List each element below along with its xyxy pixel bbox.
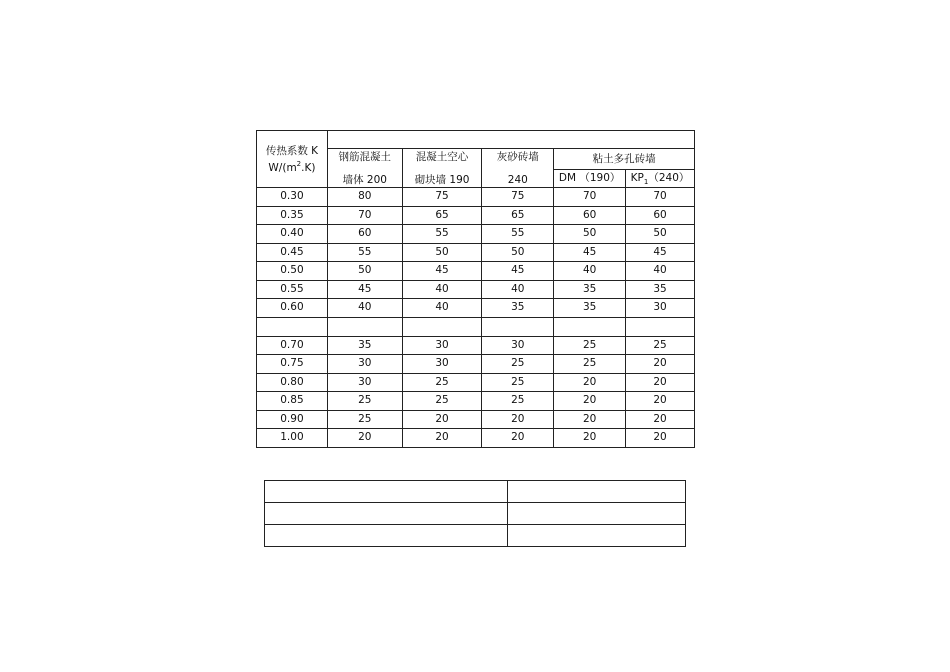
k-value-cell: 0.75 bbox=[257, 355, 328, 374]
value-cell: 25 bbox=[327, 392, 402, 411]
table-row bbox=[257, 243, 695, 262]
k-label-line1: 传热系数 K bbox=[265, 145, 319, 157]
k-value-cell: 1.00 bbox=[257, 429, 328, 448]
value-cell: 20 bbox=[482, 429, 554, 448]
value-cell: 25 bbox=[482, 373, 554, 392]
table-row bbox=[257, 280, 695, 299]
empty-row bbox=[265, 525, 686, 547]
value-cell: 70 bbox=[327, 206, 402, 225]
empty-cell bbox=[508, 481, 686, 503]
k-value-cell: 0.60 bbox=[257, 299, 328, 318]
value-cell: 45 bbox=[626, 243, 695, 262]
k-value-cell: 0.45 bbox=[257, 243, 328, 262]
header-reinforced-concrete: 钢筋混凝土 墙体 200 bbox=[327, 149, 402, 188]
k-value-cell: 0.55 bbox=[257, 280, 328, 299]
value-cell: 80 bbox=[327, 188, 402, 207]
value-cell: 25 bbox=[482, 392, 554, 411]
value-cell: 30 bbox=[482, 336, 554, 355]
header-porous-clay-brick: 粘土多孔砖墙 bbox=[554, 149, 695, 170]
header-row-top bbox=[257, 131, 695, 149]
k-value-cell: 0.70 bbox=[257, 336, 328, 355]
empty-cell bbox=[265, 525, 508, 547]
value-cell: 60 bbox=[626, 206, 695, 225]
table-row bbox=[257, 392, 695, 411]
value-cell: 20 bbox=[554, 373, 626, 392]
table-row bbox=[257, 262, 695, 281]
value-cell: 50 bbox=[626, 225, 695, 244]
empty-row bbox=[265, 481, 686, 503]
value-cell: 50 bbox=[327, 262, 402, 281]
k-coefficient-header bbox=[257, 131, 328, 188]
value-cell: 30 bbox=[327, 373, 402, 392]
value-cell: 25 bbox=[626, 336, 695, 355]
blank-row bbox=[257, 317, 695, 336]
table-row bbox=[257, 299, 695, 318]
value-cell: 25 bbox=[402, 373, 482, 392]
value-cell: 35 bbox=[482, 299, 554, 318]
empty-cell bbox=[265, 503, 508, 525]
value-cell: 75 bbox=[402, 188, 482, 207]
value-cell: 70 bbox=[554, 188, 626, 207]
blank-cell bbox=[402, 317, 482, 336]
value-cell: 55 bbox=[327, 243, 402, 262]
value-cell: 20 bbox=[554, 410, 626, 429]
value-cell: 50 bbox=[554, 225, 626, 244]
value-cell: 30 bbox=[327, 355, 402, 374]
k-value-cell: 0.35 bbox=[257, 206, 328, 225]
value-cell: 50 bbox=[482, 243, 554, 262]
value-cell: 20 bbox=[626, 429, 695, 448]
blank-cell bbox=[554, 317, 626, 336]
value-cell: 25 bbox=[554, 355, 626, 374]
blank-cell bbox=[257, 317, 328, 336]
empty-cell bbox=[508, 525, 686, 547]
k-value-cell: 0.85 bbox=[257, 392, 328, 411]
value-cell: 40 bbox=[482, 280, 554, 299]
value-cell: 25 bbox=[554, 336, 626, 355]
value-cell: 75 bbox=[482, 188, 554, 207]
empty-table bbox=[264, 480, 686, 547]
value-cell: 20 bbox=[554, 429, 626, 448]
value-cell: 60 bbox=[554, 206, 626, 225]
empty-cell bbox=[265, 481, 508, 503]
value-cell: 20 bbox=[626, 410, 695, 429]
blank-cell bbox=[482, 317, 554, 336]
value-cell: 30 bbox=[626, 299, 695, 318]
value-cell: 45 bbox=[482, 262, 554, 281]
k-value-cell: 0.50 bbox=[257, 262, 328, 281]
table-row bbox=[257, 410, 695, 429]
value-cell: 30 bbox=[402, 355, 482, 374]
empty-cell bbox=[508, 503, 686, 525]
value-cell: 35 bbox=[626, 280, 695, 299]
value-cell: 30 bbox=[402, 336, 482, 355]
header-sand-lime-brick: 灰砂砖墙 240 bbox=[482, 149, 554, 188]
value-cell: 45 bbox=[327, 280, 402, 299]
k-label-line2: $W/(m^2.K)$ bbox=[268, 160, 316, 175]
value-cell: 50 bbox=[402, 243, 482, 262]
value-cell: 20 bbox=[554, 392, 626, 411]
value-cell: 35 bbox=[327, 336, 402, 355]
table-row bbox=[257, 225, 695, 244]
value-cell: 40 bbox=[626, 262, 695, 281]
value-cell: 25 bbox=[402, 392, 482, 411]
value-cell: 25 bbox=[327, 410, 402, 429]
table-row bbox=[257, 336, 695, 355]
value-cell: 45 bbox=[554, 243, 626, 262]
k-value-cell: 0.40 bbox=[257, 225, 328, 244]
blank-cell bbox=[327, 317, 402, 336]
value-cell: 55 bbox=[482, 225, 554, 244]
value-cell: 45 bbox=[402, 262, 482, 281]
k-value-cell: 0.30 bbox=[257, 188, 328, 207]
empty-row bbox=[265, 503, 686, 525]
value-cell: 35 bbox=[554, 280, 626, 299]
value-cell: 25 bbox=[482, 355, 554, 374]
insulation-thickness-table bbox=[256, 130, 695, 448]
table-row bbox=[257, 206, 695, 225]
value-cell: 20 bbox=[626, 392, 695, 411]
value-cell: 40 bbox=[402, 299, 482, 318]
table-row bbox=[257, 188, 695, 207]
value-cell: 20 bbox=[327, 429, 402, 448]
blank-header-cell bbox=[327, 131, 694, 149]
table-row bbox=[257, 429, 695, 448]
value-cell: 55 bbox=[402, 225, 482, 244]
header-hollow-block: 混凝土空心 砌块墙 190 bbox=[402, 149, 482, 188]
value-cell: 40 bbox=[554, 262, 626, 281]
k-value-cell: 0.80 bbox=[257, 373, 328, 392]
value-cell: 20 bbox=[626, 355, 695, 374]
value-cell: 20 bbox=[626, 373, 695, 392]
table-row bbox=[257, 373, 695, 392]
value-cell: 65 bbox=[402, 206, 482, 225]
value-cell: 70 bbox=[626, 188, 695, 207]
value-cell: 20 bbox=[402, 429, 482, 448]
header-dm: DM （190） bbox=[554, 170, 626, 188]
value-cell: 35 bbox=[554, 299, 626, 318]
header-kp1: $KP_1(240)$ bbox=[626, 170, 695, 188]
value-cell: 40 bbox=[402, 280, 482, 299]
table-row bbox=[257, 355, 695, 374]
value-cell: 40 bbox=[327, 299, 402, 318]
value-cell: 65 bbox=[482, 206, 554, 225]
value-cell: 20 bbox=[402, 410, 482, 429]
k-value-cell: 0.90 bbox=[257, 410, 328, 429]
blank-cell bbox=[626, 317, 695, 336]
value-cell: 60 bbox=[327, 225, 402, 244]
value-cell: 20 bbox=[482, 410, 554, 429]
